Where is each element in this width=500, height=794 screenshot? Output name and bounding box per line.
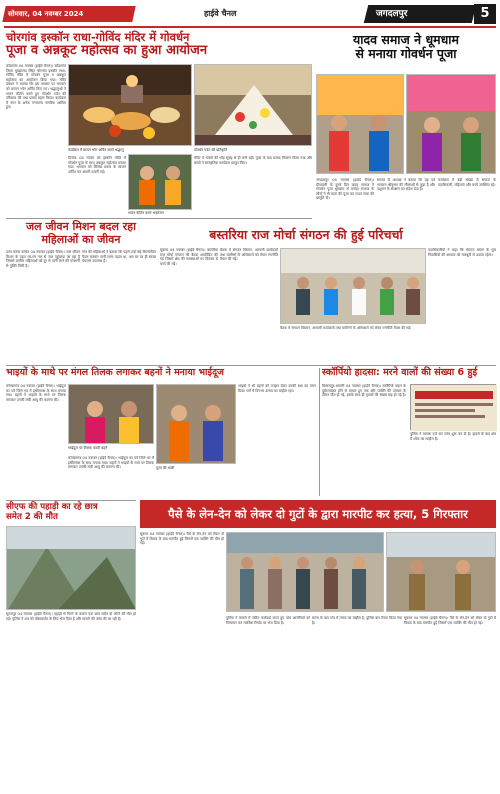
divider-story6 (319, 368, 320, 496)
story7-headline: सीएफ की पहाड़ी का रहे छात्र समेत 2 की मौत (6, 502, 98, 522)
story8-body-b: पुलिस ने मामले में त्वरित कार्रवाई करते हुए पांच आरोपियों को गिरफ्तार कर न्यायिक रिमांड पर भेज दिया है। (226, 616, 310, 625)
story2-body-b: समाज के अध्यक्ष ने बताया कि यह पर्व भगवान श्रीकृष्ण की लीलाओं से जुड़ा है और पशुधन के संरक्षण का संदेश देता है। (377, 178, 435, 192)
story1-caption2: गोवर्धन पर्वत की प्रतिकृति (194, 148, 228, 152)
story1-photo-hill (194, 64, 312, 146)
story6-body-a: बिलासपुर-धमतरी 04 नवम्बर (हाईवे चैनल)। स्कॉर्पियो वाहन के दुर्घटनाग्रस्त होने से घायल हुए एक और व्यक्ति की उपचार के दौरान मौत हो गई, इसके साथ ही मृतकों की संख्या छह हो गई है। (322, 384, 406, 398)
story5-caption2: पूजा की थाली (156, 466, 175, 470)
story2-body-a: जगदलपुर 04 नवम्बर (हाईवे चैनल)। दीपावली के दूसरे दिन यादव समाज ने गोवर्धन पूजा धूमधाम से मनाई। समाज के लोगों ने गौ माता की पूजा कर राउत नाचा की प्रस्तुति दी। (316, 178, 374, 201)
story5-body-c: कोण्डागांव 04 नवम्बर (हाईवे चैनल)। भाईदूज का पर्व जिले भर में हर्षोल्लास के साथ मनाया गया। बहनों ने भाइयों के माथे पर तिलक लगाकर उनकी लंबी आयु की कामना की। (68, 456, 154, 470)
story2-body-c: कार्यक्रम में बड़ी संख्या में समाज के पदाधिकारी, महिलाएं और बच्चे उपस्थित रहे। (438, 178, 496, 187)
story2-headline: यादव समाज ने धूमधाम से मनाया गोवर्धन पूजा (316, 30, 496, 72)
story4-body-c: पदाधिकारियों ने कहा कि संगठन बस्तर के मूल निवासियों की आवाज को मजबूती से उठाता रहेगा। (428, 248, 496, 257)
story4-photo-meeting (280, 248, 426, 324)
city-label: जगदलपुर (364, 5, 476, 23)
story4-headline: बस्तरिया राज मोर्चा संगठन की हुई परिचर्चा (209, 227, 403, 242)
story7-photo-hill (6, 526, 136, 610)
story8-body-c: घटना के बाद गांव में तनाव का माहौल है, पुलिस बल तैनात किया गया है। (312, 616, 402, 625)
story3-body-a: उत्तर बस्तर कांकेर 04 नवम्बर (हाईवे चैनल)। जल जीवन मिशन के तहत घर-घर नल से जल पहुंचाया जा रहा है जिससे ग्रामीण महिलाओं को दूर से पानी लाने की परेशानी से मुक्ति मिली है। (6, 250, 80, 268)
story8-body-d: सुकमा 04 नवम्बर (हाईवे चैनल)। पैसे के लेन-देन को लेकर दो गुटों में विवाद के बाद मारपीट हुई जिसमें एक व्यक्ति की मौत हो गई। (404, 616, 496, 625)
paper-name: हाईवे चैनल (204, 9, 237, 18)
story5-body-a: कोण्डागांव 04 नवम्बर (हाईवे चैनल)। भाईदूज का पर्व जिले भर में हर्षोल्लास के साथ मनाया गया। बहनों ने भाइयों के माथे पर तिलक लगाकर उनकी लंबी आयु की कामना की। (6, 384, 66, 402)
story7-body: सूरजपुर 04 नवम्बर (हाईवे चैनल)। पहाड़ी से गिरने के कारण एक छात्र समेत दो लोगों की मौत हो गई। पुलिस ने शव को पोस्टमार्टम के लिए भेज दिया है और मामले की जांच की जा रही है। (6, 612, 136, 621)
story5-body-b: भाइयों ने भी बहनों को उपहार देकर उनकी रक्षा का वचन दिया। घरों में दिनभर उत्सव का माहौल रहा। (238, 384, 316, 393)
story8-headline-band: पैसे के लेन-देन को लेकर दो गुटों के द्वारा मारपीट कर हत्या, 5 गिरफ्तार (140, 500, 496, 528)
story1-headline: चोरगांव इस्कॉन राधा-गोविंद मंदिर में गोवर्धन पूजा व अन्नकूट महोत्सव का हुआ आयोजन (6, 30, 208, 59)
story5-headline: भाइयों के माथे पर मंगल तिलक लगाकर बहनों ने मनाया भाईदूज (6, 367, 225, 378)
story1-body-right: मंदिर में भक्तों की भीड़ सुबह से ही लगी रही। पूजा के बाद प्रसाद वितरण किया गया और बच्चों ने सांस्कृतिक कार्यक्रम प्रस्तुत किए। (194, 156, 312, 165)
story4-body-d: बैठक में संगठन विस्तार, आगामी कार्यक्रमों तथा ग्रामीणों के अधिकारों को लेकर रणनीति तैयार की गई। (280, 326, 412, 330)
divider-story3 (6, 218, 312, 219)
story8-photo-arrested (226, 532, 384, 612)
story2-photo-right (406, 74, 496, 174)
story6-headline: स्कॉर्पियो हादसा: मरने वालों की संख्या 6 हुई (322, 367, 478, 378)
story1-body-mid: दिनांक 04 नवंबर को इस्कॉन मंदिर में गोवर्धन पूजा के साथ अन्नकूट महोत्सव मनाया गया। भगवान को विभिन्न प्रकार के व्यंजन अर्पित कर आरती उतारी गई। (68, 156, 126, 174)
story6-photo (410, 384, 496, 430)
story8-photo-police (386, 532, 496, 612)
story5-photo-tilak (68, 384, 154, 444)
story4-body-b: बैठक में संगठन विस्तार, आगामी कार्यक्रमों तथा ग्रामीणों के अधिकारों को लेकर रणनीति तैयार की गई। (220, 248, 278, 262)
issue-date: सोमवार, 04 नवम्बर 2024 (2, 6, 135, 22)
story4-body-a: सुकमा 04 नवम्बर (हाईवे चैनल)। बस्तरिया राज मोर्चा संगठन की बैठक आयोजित की गई जिसमें क्षेत्र की समस्याओं पर विस्तार से चर्चा की गई। (160, 248, 218, 266)
story2-photo-left (316, 74, 404, 174)
story6-body-b: पुलिस ने मामला दर्ज कर जांच शुरू कर दी है। हादसे के बाद क्षेत्र में शोक का माहौल है। (410, 432, 496, 441)
story5-photo-family (156, 384, 236, 464)
story1-body-left: कोंडागांव 04 नवम्बर (हाईवे चैनल)। कोंडागांव जिला मुख्यालय स्थित चोरगांव इस्कॉन राधा-गोविंद मंदिर में गोवर्धन पूजा व अन्नकूट महोत्सव का आयोजन किया गया। मंदिर प्रबंधन ने बताया कि इस अवसर पर भगवान को छप्पन भोग अर्पित किए गए। श्रद्धालुओं ने भजन कीर्तन करते हुए गोवर्धन पर्वत की परिक्रमा की तथा प्रसाद ग्रहण किया। कार्यक्रम में नगर के अनेक गणमान्य नागरिक शामिल हुए। (6, 64, 66, 110)
story8-body-a: सुकमा 04 नवम्बर (हाईवे चैनल)। पैसे के लेन-देन को लेकर दो गुटों में विवाद के बाद मारपीट हुई जिसमें एक व्यक्ति की मौत हो गई। (140, 532, 224, 546)
story1-caption1: कार्यक्रम में छप्पन भोग अर्पित करते श्रद्धालु (68, 148, 124, 152)
masthead-rule (4, 26, 496, 28)
story3-headline: जल जीवन मिशन बदल रहा महिलाओं का जीवन (26, 220, 136, 246)
story3-body-b: गांव की महिलाओं ने बताया कि पहले उन्हें कई किलोमीटर पैदल चलकर पानी लाना पड़ता था, अब घर पर ही स्वच्छ पेयजल उपलब्ध है। (82, 250, 156, 264)
masthead (4, 4, 496, 24)
story1-photo-devotees (128, 154, 192, 210)
story5-caption1: भाईदूज पर तिलक करती बहनें (68, 446, 108, 450)
story1-caption3: भजन कीर्तन करते भक्तजन (128, 211, 164, 215)
page-number: 5 (474, 4, 496, 24)
divider-story7 (6, 500, 136, 501)
story1-photo-offerings (68, 64, 192, 146)
divider-story5 (6, 365, 496, 366)
